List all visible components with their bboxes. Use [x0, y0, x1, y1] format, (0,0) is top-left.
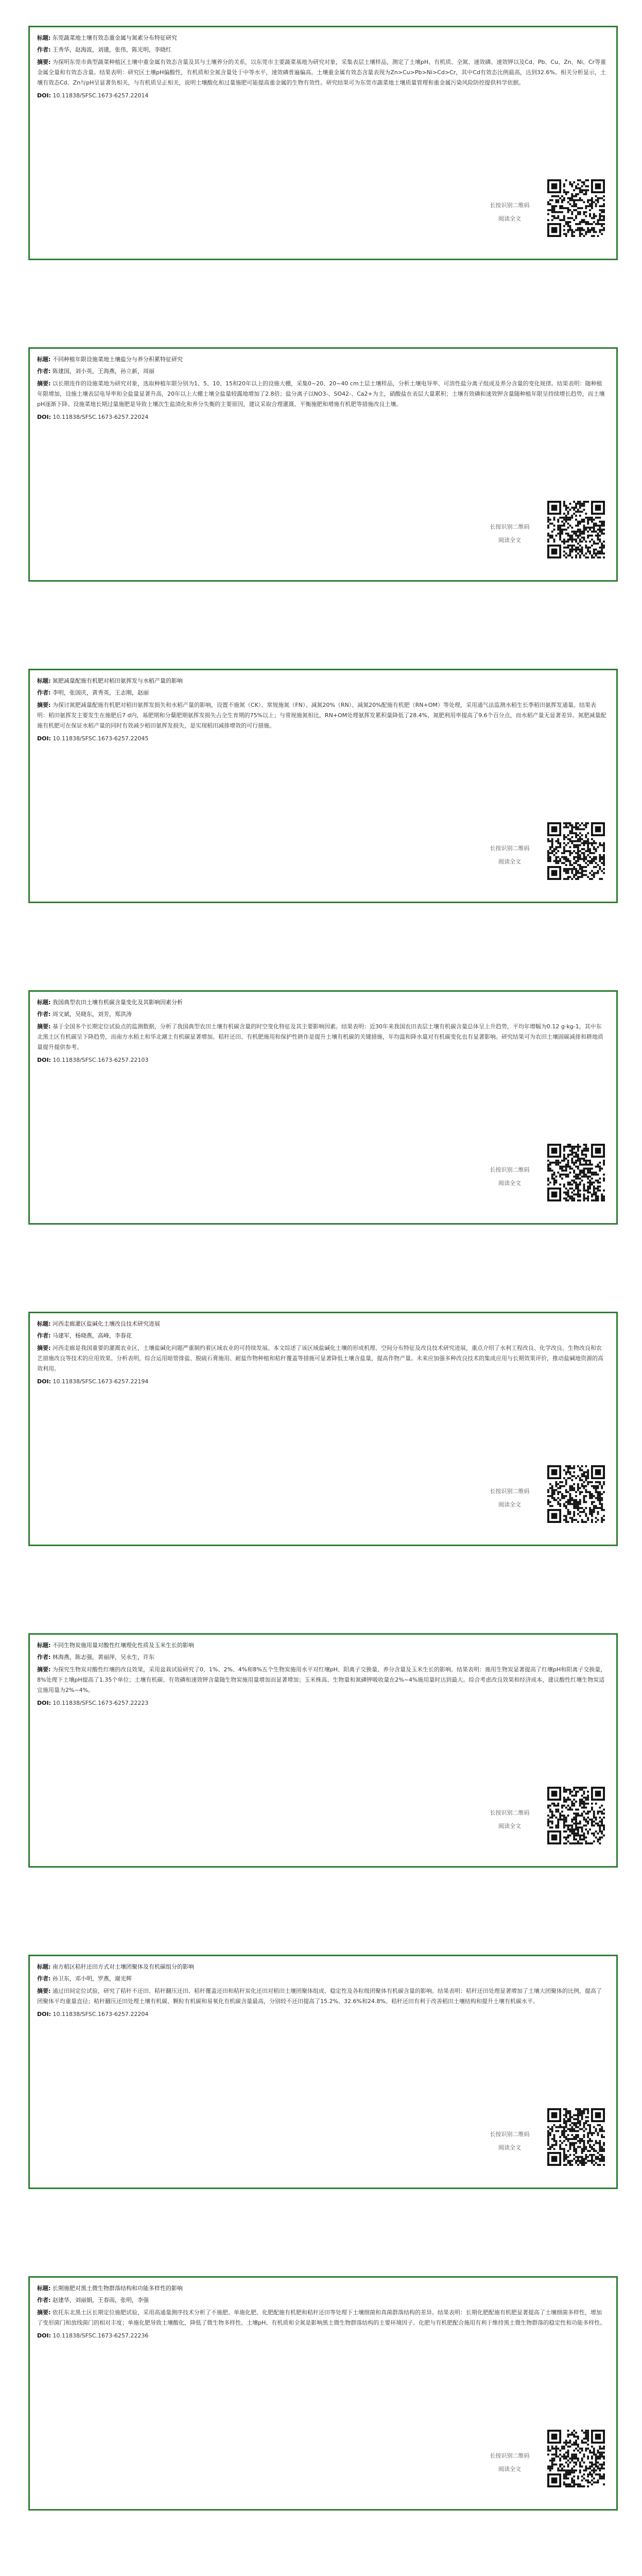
- article-card-8: [28, 2276, 618, 2511]
- qr-caption-line2: 阅读全文: [498, 537, 521, 544]
- title-label: 标题:: [37, 2285, 51, 2292]
- qr-caption-line2: 阅读全文: [498, 2466, 521, 2472]
- authors-label: 作者:: [37, 1332, 51, 1339]
- article-authors: 林海燕，陈志强，黄丽萍，吴永生，许东: [52, 1654, 154, 1660]
- abstract-label: 摘要:: [37, 1666, 51, 1673]
- abstract-label: 摘要:: [37, 59, 51, 65]
- doi-label: DOI:: [37, 92, 51, 99]
- article-doi[interactable]: 10.11838/SFSC.1673-6257.22045: [53, 735, 149, 742]
- abstract-label: 摘要:: [37, 1023, 51, 1030]
- qr-caption-line1: 长按识别二维码: [490, 202, 530, 209]
- article-authors: 赵建华，刘丽娟，王春雨，张明，李强: [52, 2297, 149, 2303]
- article-title[interactable]: 我国典型农田土壤有机碳含量变化及其影响因素分析: [52, 999, 183, 1006]
- article-abstract: 为探明东莞市典型蔬菜种植区土壤中重金属有效态含量及其与土壤养分的关系，以东莞市主要蔬菜基地为研究对象，采集表层土壤样品，测定了土壤pH、有机质、全氮、速效磷、速效钾以及Cd、Pb、Cu、Zn、Ni、Cr等重金属全量和有效态含量。结果表明：研究区土壤pH偏酸性，有机质和全氮含量处于中等水平，速效磷普遍偏高。土壤重金属有效态含量表现为Zn>Cu>Pb>Ni>Cd>Cr，其中Cd有效态比例最高，达到32.6%。相关分析显示，土壤有效态Cd、Zn与pH呈显著负相关，与有机质呈正相关，说明土壤酸化和过量施肥可能提高重金属的生物有效性。研究结果可为东莞市蔬菜地土壤质量管理和重金属污染风险防控提供科学依据。: [37, 59, 606, 86]
- abstract-row: [37, 700, 607, 731]
- qr-code-icon[interactable]: [547, 2430, 605, 2487]
- title-row: [37, 33, 607, 42]
- qr-caption: [476, 1806, 543, 1833]
- authors-row: [37, 1331, 607, 1340]
- authors-label: 作者:: [37, 1975, 51, 1982]
- article-abstract: 通过田间定位试验，研究了秸秆不还田、秸秆翻压还田、秸秆覆盖还田和秸秆炭化还田对稻田土壤团聚体组成、稳定性及各粒级团聚体有机碳含量的影响。结果表明：秸秆还田处理显著增加了土壤大团聚体的比例，提高了团聚体平均重量直径；秸秆翻压还田处理土壤有机碳、颗粒有机碳和易氧化有机碳含量最高，分别较不还田提高了15.2%、32.6%和24.8%。秸秆还田有利于改善稻田土壤结构和提升土壤有机碳水平。: [37, 1988, 602, 2005]
- doi-row: [37, 1377, 607, 1386]
- article-authors: 周文斌，吴晓东，刘芳，郑洪涛: [52, 1011, 132, 1018]
- doi-label: DOI:: [37, 2011, 51, 2018]
- doi-row: [37, 734, 607, 743]
- authors-label: 作者:: [37, 368, 51, 375]
- article-title[interactable]: 不同生物炭施用量对酸性红壤理化性质及玉米生长的影响: [52, 1642, 194, 1649]
- article-card-2: [28, 347, 618, 582]
- title-row: [37, 676, 607, 685]
- abstract-row: [37, 57, 607, 88]
- doi-label: DOI:: [37, 1700, 51, 1706]
- title-row: [37, 355, 607, 364]
- qr-caption: [476, 199, 543, 226]
- abstract-label: 摘要:: [37, 702, 51, 708]
- title-label: 标题:: [37, 999, 51, 1006]
- title-row: [37, 2284, 607, 2293]
- qr-caption-line2: 阅读全文: [498, 858, 521, 865]
- qr-caption-line2: 阅读全文: [498, 1180, 521, 1187]
- qr-caption: [476, 2449, 543, 2476]
- qr-code-icon[interactable]: [547, 1465, 605, 1523]
- doi-row: [37, 1699, 607, 1707]
- qr-block: [476, 1144, 605, 1216]
- qr-caption-line2: 阅读全文: [498, 2144, 521, 2151]
- article-doi[interactable]: 10.11838/SFSC.1673-6257.22223: [53, 1700, 149, 1706]
- qr-code-icon[interactable]: [547, 501, 605, 558]
- qr-caption: [476, 2128, 543, 2155]
- qr-code-icon[interactable]: [547, 179, 605, 237]
- article-card-7: [28, 1955, 618, 2189]
- article-title[interactable]: 长期施肥对黑土微生物群落结构和功能多样性的影响: [52, 2285, 183, 2292]
- qr-caption-line1: 长按识别二维码: [490, 845, 530, 852]
- article-abstract: 为探讨氮肥减量配施有机肥对稻田氨挥发损失和水稻产量的影响，设置不施氮（CK）、常规施氮（FN）、减氮20%（RN）、减氮20%配施有机肥（RN+OM）等处理，采用通气法监测水稻生长季稻田氨挥发通量。结果表明：稻田氨挥发主要发生在施肥后7 d内，基肥期和分蘖肥期氨挥发损失占全生育期的75%以上；与常规施氮相比，RN+OM处理氨挥发累积量降低了28.4%，氮肥利用率提高了9.6个百分点，而水稻产量无显著差异。氮肥减量配施有机肥可在保证水稻产量的同时有效减少稻田氨挥发损失，是实现稻田减排增效的可行措施。: [37, 702, 606, 729]
- abstract-row: [37, 1986, 607, 2007]
- article-abstract: 以长期连作的设施菜地为研究对象，选取种植年限分别为1、5、10、15和20年以上的设施大棚，采集0~20、20~40 cm土层土壤样品，分析土壤电导率、可溶性盐分离子组成及养分含量的变化规律。结果表明：随种植年限增加，设施土壤表层电导率和全盐量显著升高，20年以上大棚土壤全盐量较露地增加了2.8倍；盐分离子以NO3-、SO42-、Ca2+为主，硝酸盐在表层大量累积；土壤有效磷和速效钾含量随种植年限呈持续增长趋势，而土壤pH逐渐下降。设施菜地长期过量施肥是导致土壤次生盐渍化和养分失衡的主要原因，建议采取合理灌溉、平衡施肥和增施有机肥等措施改良土壤。: [37, 380, 605, 408]
- qr-caption-line1: 长按识别二维码: [490, 1166, 530, 1173]
- article-card-5: [28, 1312, 618, 1546]
- doi-label: DOI:: [37, 735, 51, 742]
- qr-caption-line2: 阅读全文: [498, 1501, 521, 1508]
- qr-block: [476, 2430, 605, 2502]
- qr-block: [476, 2108, 605, 2180]
- article-title[interactable]: 南方稻区秸秆还田方式对土壤团聚体及有机碳组分的影响: [52, 1963, 194, 1970]
- article-card-1: [28, 26, 618, 260]
- abstract-label: 摘要:: [37, 1345, 51, 1351]
- title-label: 标题:: [37, 1320, 51, 1327]
- article-doi[interactable]: 10.11838/SFSC.1673-6257.22204: [53, 2011, 149, 2018]
- authors-label: 作者:: [37, 1011, 51, 1018]
- abstract-row: [37, 1343, 607, 1374]
- qr-caption: [476, 520, 543, 547]
- title-row: [37, 1319, 607, 1328]
- authors-label: 作者:: [37, 689, 51, 696]
- abstract-row: [37, 1665, 607, 1696]
- article-doi[interactable]: 10.11838/SFSC.1673-6257.22014: [53, 92, 149, 99]
- article-doi[interactable]: 10.11838/SFSC.1673-6257.22236: [53, 2332, 149, 2339]
- qr-caption-line2: 阅读全文: [498, 215, 521, 222]
- abstract-row: [37, 1022, 607, 1053]
- qr-code-icon[interactable]: [547, 1144, 605, 1201]
- qr-code-icon[interactable]: [547, 822, 605, 880]
- doi-label: DOI:: [37, 1378, 51, 1385]
- qr-block: [476, 1787, 605, 1859]
- authors-row: [37, 688, 607, 697]
- article-abstract: 河西走廊是我国重要的灌溉农业区，土壤盐碱化问题严重制约着区域农业的可持续发展。本文综述了该区域盐碱化土壤的形成机理、空间分布特征及改良技术研究进展，重点介绍了水利工程改良、化学改良、生物改良和农艺措施改良等技术的应用效果。分析表明，综合运用暗管排盐、脱硫石膏施用、耐盐作物种植和秸秆覆盖等措施可显著降低土壤含盐量，提高作物产量。未来应加强多种改良技术的集成应用与长期效果评价，推动盐碱地资源的高效利用。: [37, 1345, 603, 1372]
- title-label: 标题:: [37, 1963, 51, 1970]
- qr-caption: [476, 1485, 543, 1512]
- authors-label: 作者:: [37, 1654, 51, 1660]
- abstract-label: 摘要:: [37, 1988, 51, 1994]
- qr-caption-line2: 阅读全文: [498, 1823, 521, 1829]
- article-title[interactable]: 河西走廊灌区盐碱化土壤改良技术研究进展: [52, 1320, 160, 1327]
- article-abstract: 基于全国多个长期定位试验点的监测数据，分析了我国典型农田土壤有机碳含量的时空变化特征及其主要影响因素。结果表明：近30年来我国农田表层土壤有机碳含量总体呈上升趋势，平均年增幅为0.12 g·kg-1，其中东北黑土区有机碳呈下降趋势，而南方水稻土和华北潮土有机碳显著增加。秸秆还田、有机肥施用和保护性耕作是提升土壤有机碳的关键措施，年均温和降水量对有机碳变化也有显著影响。研究结果可为农田土壤固碳减排和耕地质量提升提供参考。: [37, 1023, 603, 1050]
- article-doi[interactable]: 10.11838/SFSC.1673-6257.22194: [53, 1378, 149, 1385]
- authors-row: [37, 367, 607, 376]
- article-authors: 李明，张国庆，黄秀英，王志刚，赵丽: [52, 689, 149, 696]
- doi-row: [37, 91, 607, 100]
- doi-row: [37, 413, 607, 421]
- doi-label: DOI:: [37, 414, 51, 420]
- article-authors: 马建军，杨晓燕，高峰，李春花: [52, 1332, 132, 1339]
- abstract-label: 摘要:: [37, 380, 51, 387]
- qr-block: [476, 1465, 605, 1537]
- qr-caption-line1: 长按识别二维码: [490, 1809, 530, 1816]
- abstract-row: [37, 2308, 607, 2328]
- article-authors: 陈建国，刘小英，王海燕，孙立新，周丽: [52, 368, 154, 375]
- qr-caption: [476, 842, 543, 869]
- qr-caption-line1: 长按识别二维码: [490, 1488, 530, 1495]
- qr-caption: [476, 1163, 543, 1190]
- title-label: 标题:: [37, 356, 51, 363]
- qr-code-icon[interactable]: [547, 2108, 605, 2166]
- authors-row: [37, 1653, 607, 1662]
- doi-label: DOI:: [37, 2332, 51, 2339]
- qr-caption-line1: 长按识别二维码: [490, 2131, 530, 2138]
- qr-block: [476, 822, 605, 894]
- article-doi[interactable]: 10.11838/SFSC.1673-6257.22024: [53, 414, 149, 420]
- title-label: 标题:: [37, 1642, 51, 1649]
- article-abstract: 为探究生物炭对酸性红壤的改良效果，采用盆栽试验研究了0、1%、2%、4%和8%五个生物炭施用水平对红壤pH、阳离子交换量、养分含量及玉米生长的影响。结果表明：施用生物炭显著提高了红壤pH和阳离子交换量，8%处理下土壤pH提高了1.35个单位；土壤有机碳、有效磷和速效钾含量随生物炭施用量增加而显著增加；玉米株高、生物量和氮磷钾吸收量在2%~4%施用量时达到最大。综合考虑改良效果和经济成本，建议酸性红壤生物炭适宜施用量为2%~4%。: [37, 1666, 606, 1693]
- authors-row: [37, 2296, 607, 2304]
- qr-code-icon[interactable]: [547, 1787, 605, 1844]
- doi-label: DOI:: [37, 1057, 51, 1063]
- article-authors: 孙卫东，邓小明，罗燕，谢光辉: [52, 1975, 132, 1982]
- authors-label: 作者:: [37, 2297, 51, 2303]
- doi-row: [37, 1056, 607, 1064]
- article-doi[interactable]: 10.11838/SFSC.1673-6257.22103: [53, 1057, 149, 1063]
- title-row: [37, 998, 607, 1007]
- abstract-label: 摘要:: [37, 2309, 51, 2316]
- article-title[interactable]: 不同种植年限设施菜地土壤盐分与养分积累特征研究: [52, 356, 183, 363]
- authors-label: 作者:: [37, 46, 51, 53]
- qr-block: [476, 179, 605, 251]
- article-authors: 王秀华，赵海波，刘建，张伟，陈光明，李晓红: [52, 46, 171, 53]
- title-row: [37, 1641, 607, 1650]
- authors-row: [37, 45, 607, 54]
- article-card-3: [28, 669, 618, 903]
- title-label: 标题:: [37, 677, 51, 684]
- article-card-4: [28, 990, 618, 1225]
- qr-caption-line1: 长按识别二维码: [490, 2452, 530, 2459]
- article-title[interactable]: 东莞蔬菜地土壤有效态重金属与氮素分布特征研究: [52, 35, 177, 41]
- authors-row: [37, 1974, 607, 1983]
- doi-row: [37, 2331, 607, 2340]
- article-card-6: [28, 1633, 618, 1868]
- article-abstract: 依托东北黑土区长期定位施肥试验，采用高通量测序技术分析了不施肥、单施化肥、化肥配施有机肥和秸秆还田等处理下土壤细菌和真菌群落结构的差异。结果表明：长期化肥配施有机肥显著提高了土壤细菌多样性，增加了变形菌门和放线菌门的相对丰度；单施化肥导致土壤酸化，降低了微生物多样性。土壤pH、有机质和全氮是影响黑土微生物群落结构的主要环境因子。化肥与有机肥配合施用有利于维持黑土微生物群落的稳定性和功能多样性。: [37, 2309, 606, 2326]
- qr-block: [476, 501, 605, 573]
- abstract-row: [37, 379, 607, 410]
- title-label: 标题:: [37, 35, 51, 41]
- authors-row: [37, 1010, 607, 1019]
- title-row: [37, 1962, 607, 1971]
- qr-caption-line1: 长按识别二维码: [490, 523, 530, 530]
- doi-row: [37, 2010, 607, 2019]
- article-title[interactable]: 氮肥减量配施有机肥对稻田氨挥发与水稻产量的影响: [52, 677, 183, 684]
